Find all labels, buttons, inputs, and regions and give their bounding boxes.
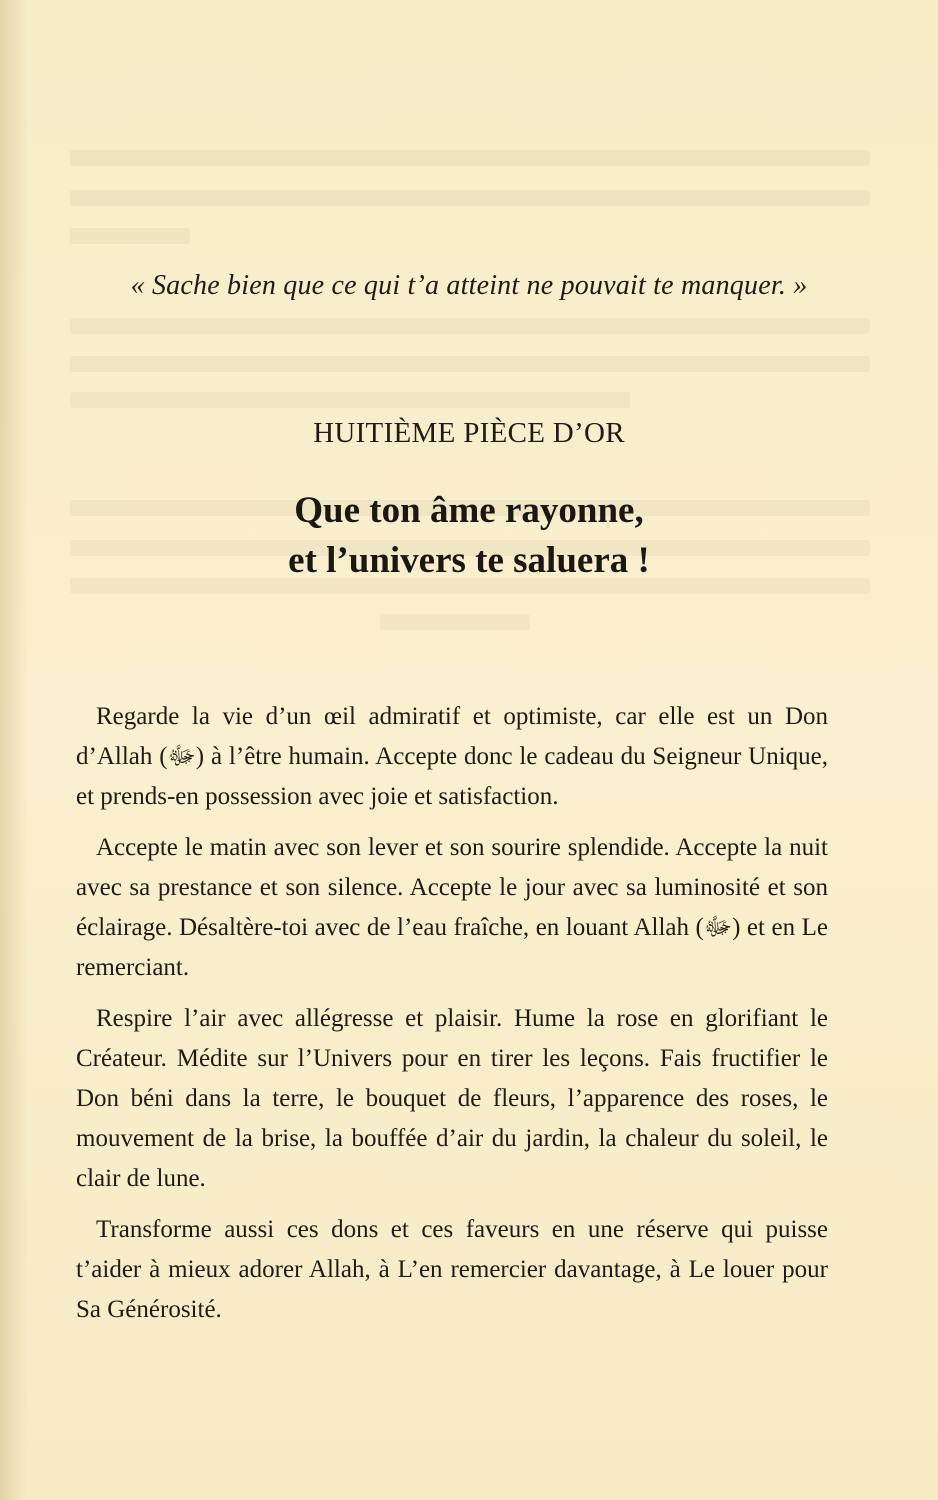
bleed-through-line [70, 150, 870, 166]
bleed-through-line [380, 614, 530, 630]
paragraph: Accepte le matin avec son lever et son sourire splendide. Accepte la nuit avec sa prestance et son silence. Accepte le jour avec sa luminosité et son éclairage. Désaltère-toi avec de l’eau fraîche, en louant Allah (ﷻ) et en Le remerciant. [76, 834, 828, 981]
paragraph: Respire l’air avec allégresse et plaisir. Hume la rose en glorifiant le Créateur. Médite sur l’Univers pour en tirer les leçons. Fais fructifier le Don béni dans la terre, le bouquet de fleurs, l’apparence des roses, le mouvement de la brise, la bouffée d’air du jardin, la chaleur du soleil, le clair de lune. [76, 1005, 828, 1192]
chapter-heading: HUITIÈME PIÈCE D’OR [313, 417, 625, 449]
chapter-title-line-1: Que ton âme rayonne, [294, 490, 644, 531]
bleed-through-line [70, 356, 870, 372]
chapter-title [0, 486, 938, 586]
chapter-title-line-2: et l’univers te saluera ! [288, 540, 650, 581]
bleed-through-line [70, 190, 870, 206]
body-text [76, 697, 828, 1341]
bleed-through-line [70, 228, 190, 244]
paragraph: Transforme aussi ces dons et ces faveurs en une réserve qui puisse t’aider à mieux adorer Allah, à L’en remercier davantage, à Le louer pour Sa Générosité. [76, 1216, 828, 1323]
bleed-through-line [70, 392, 630, 408]
paragraph: Regarde la vie d’un œil admiratif et optimiste, car elle est un Don d’Allah (ﷻ) à l’être humain. Accepte donc le cadeau du Seigneur Unique, et prends-en possession avec joie et satisfaction. [76, 703, 828, 810]
epigraph-quote: « Sache bien que ce qui t’a atteint ne pouvait te manquer. » [130, 270, 808, 301]
bleed-through-line [70, 318, 870, 334]
